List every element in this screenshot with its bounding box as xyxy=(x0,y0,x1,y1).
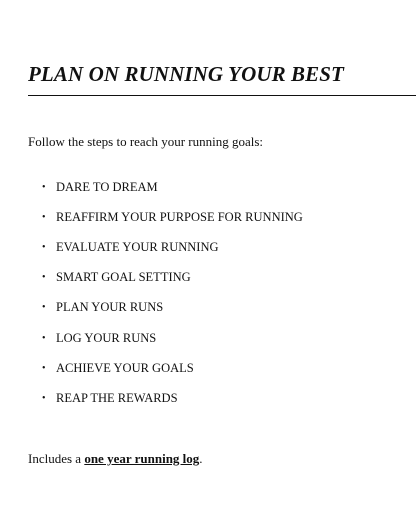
list-item xyxy=(42,172,303,202)
bullet-icon: • xyxy=(42,332,46,344)
step-label: SMART GOAL SETTING xyxy=(56,270,191,285)
list-item xyxy=(42,383,303,413)
list-item xyxy=(42,353,303,383)
running-log-link[interactable]: one year running log xyxy=(84,451,200,466)
list-item xyxy=(42,232,303,262)
step-label: REAP THE REWARDS xyxy=(56,390,178,405)
list-item xyxy=(42,323,303,353)
bullet-icon: • xyxy=(42,211,46,223)
footer-prefix: Includes a xyxy=(28,451,85,466)
list-item xyxy=(42,263,303,293)
bullet-icon: • xyxy=(42,272,46,284)
list-item xyxy=(42,293,303,323)
intro-text: Follow the steps to reach your running goals: xyxy=(28,134,264,149)
step-label: EVALUATE YOUR RUNNING xyxy=(56,239,219,254)
list-item xyxy=(42,202,303,232)
bullet-icon: • xyxy=(42,241,46,253)
steps-list xyxy=(42,172,303,414)
footer-text xyxy=(28,451,203,467)
step-label: ACHIEVE YOUR GOALS xyxy=(56,360,194,375)
step-label: DARE TO DREAM xyxy=(56,179,158,194)
bullet-icon: • xyxy=(42,362,46,374)
bullet-icon: • xyxy=(42,302,46,314)
title-divider xyxy=(28,95,416,96)
step-label: LOG YOUR RUNS xyxy=(56,330,157,345)
step-label: PLAN YOUR RUNS xyxy=(56,300,164,315)
step-label: REAFFIRM YOUR PURPOSE FOR RUNNING xyxy=(56,209,303,224)
footer-suffix: . xyxy=(199,451,203,466)
page-title: PLAN ON RUNNING YOUR BEST xyxy=(28,62,344,86)
bullet-icon: • xyxy=(42,392,46,404)
bullet-icon: • xyxy=(42,181,46,193)
